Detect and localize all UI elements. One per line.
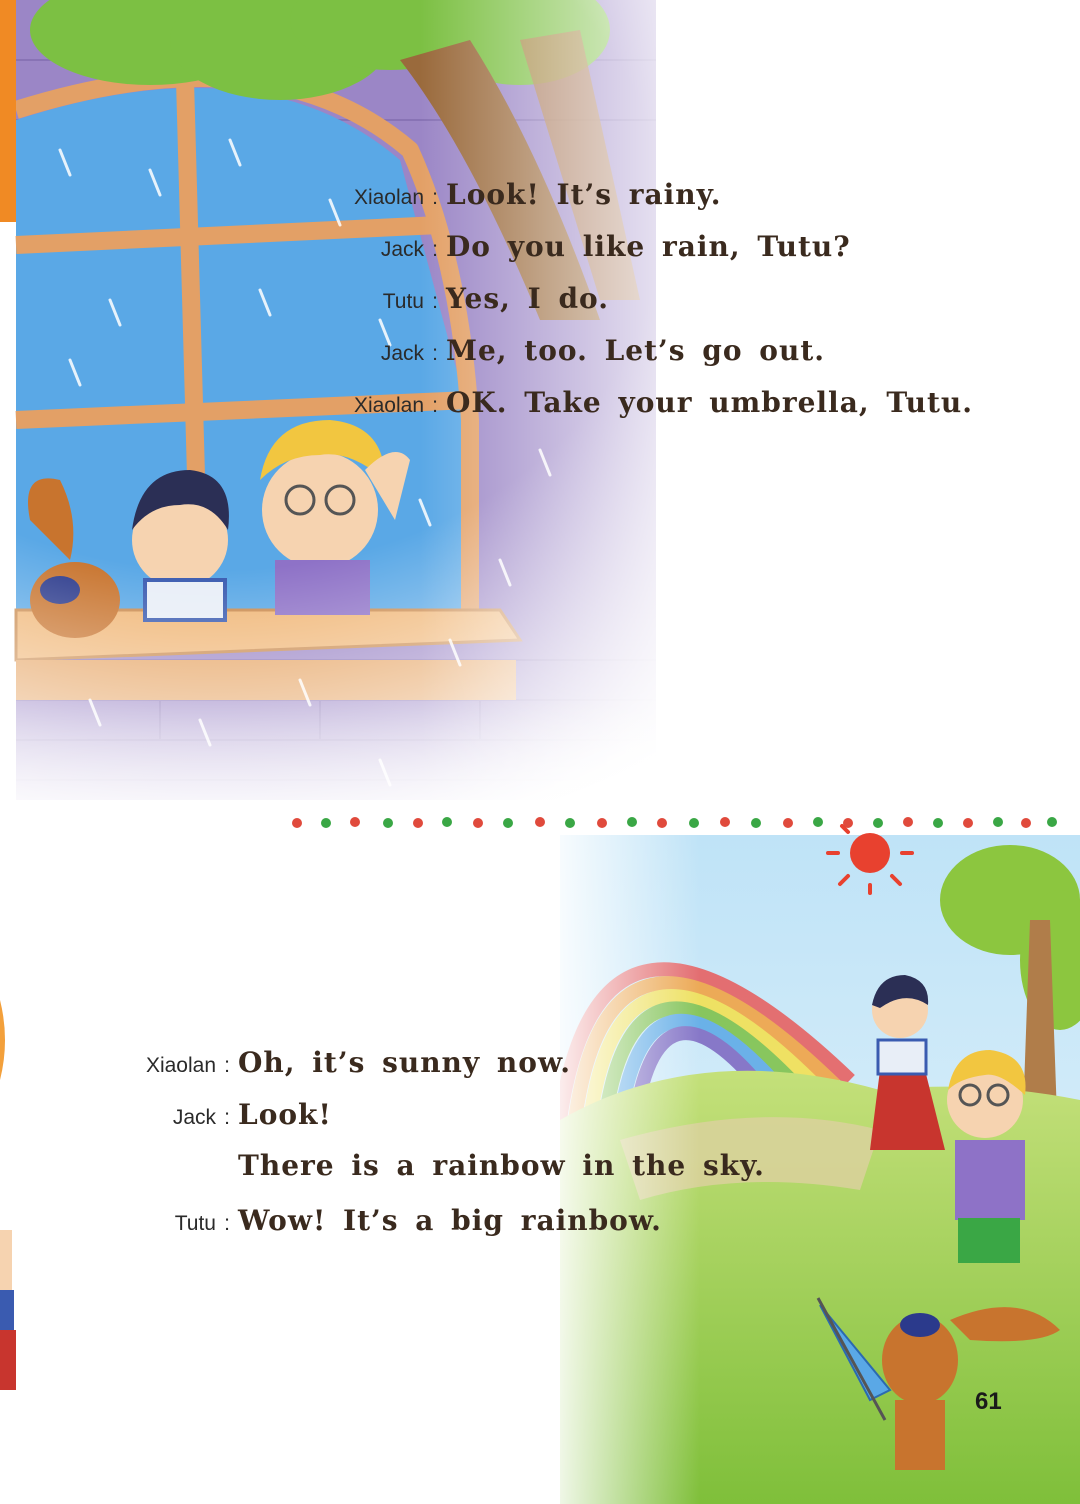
speaker-colon: :	[432, 394, 438, 417]
utterance: There is a rainbow in the sky.	[238, 1149, 765, 1182]
utterance: OK. Take your umbrella, Tutu.	[446, 386, 973, 419]
dialogue-line	[334, 230, 851, 263]
utterance: Me, too. Let’s go out.	[446, 334, 826, 367]
dialogue-line	[128, 1149, 765, 1182]
dialogue-line	[128, 1046, 571, 1079]
speaker-name: Jack	[172, 1106, 216, 1129]
utterance: Look! It’s rainy.	[446, 178, 722, 211]
page-number: 61	[975, 1388, 1002, 1415]
speaker-name: Jack	[380, 342, 424, 365]
speaker-name: Tutu	[174, 1212, 216, 1235]
speaker-name: Xiaolan	[353, 186, 424, 209]
dialogue-line	[334, 282, 609, 315]
boy-jack-outdoor-figure	[947, 1050, 1026, 1263]
speaker-colon: :	[432, 342, 438, 365]
speaker-name: Xiaolan	[145, 1054, 216, 1077]
dialogue-line	[334, 178, 721, 211]
speaker-colon: :	[224, 1212, 230, 1235]
dialogue-line	[128, 1098, 332, 1131]
speaker-name: Xiaolan	[353, 394, 424, 417]
speaker-colon: :	[432, 186, 438, 209]
dialogue-line	[128, 1204, 662, 1237]
speaker-colon: :	[224, 1106, 230, 1129]
dialogue-line	[334, 334, 825, 367]
utterance: Yes, I do.	[446, 282, 609, 315]
speaker-name: Tutu	[382, 290, 424, 313]
dialogue-line	[334, 386, 973, 419]
speaker-colon: :	[432, 290, 438, 313]
speaker-colon: :	[432, 238, 438, 261]
speaker-name: Jack	[380, 238, 424, 261]
utterance: Look!	[238, 1098, 332, 1131]
utterance: Wow! It’s a big rainbow.	[238, 1204, 662, 1237]
speaker-colon: :	[224, 1054, 230, 1077]
utterance: Do you like rain, Tutu?	[446, 230, 851, 263]
utterance: Oh, it’s sunny now.	[238, 1046, 571, 1079]
